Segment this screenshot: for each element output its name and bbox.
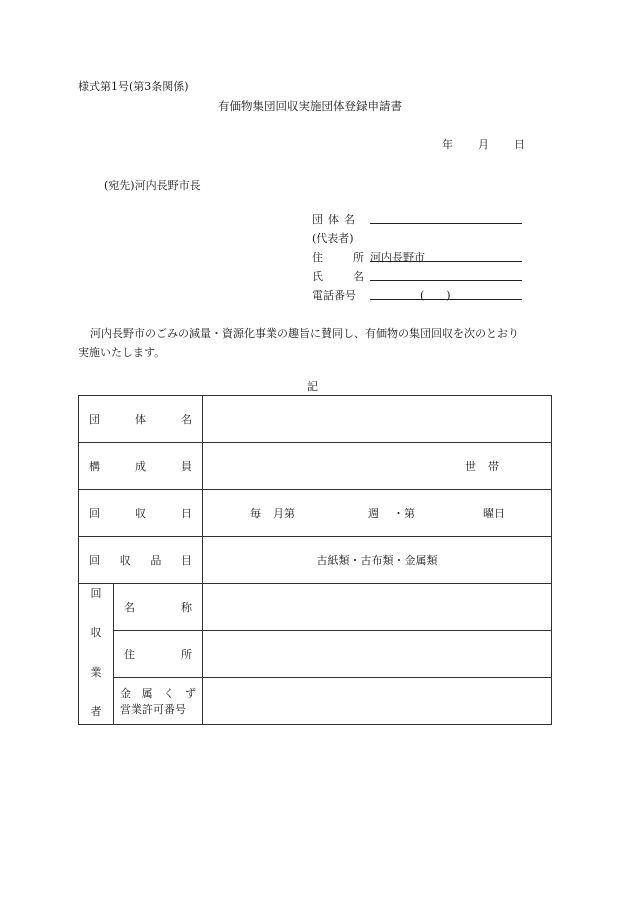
license-label-line-2: 営業許可番号 (120, 703, 186, 716)
name-char-1: 氏 (312, 270, 323, 283)
items-value-cell (203, 537, 552, 584)
group-name-label-cell (79, 396, 203, 443)
group-name-line (370, 223, 522, 224)
label-char: 者 (90, 704, 102, 718)
label-char: 収 (135, 507, 146, 520)
weekday-label: 曜日 (483, 507, 505, 520)
collector-name-label (124, 599, 192, 615)
label-char: く (163, 687, 175, 700)
nth-label: ・第 (393, 507, 415, 520)
label-char: 収 (119, 554, 131, 567)
month-nth-label: 月第 (273, 507, 295, 520)
license-value-cell[interactable] (203, 678, 552, 725)
table-row-items (79, 537, 552, 584)
collector-label (79, 584, 113, 719)
registration-table (78, 395, 552, 725)
label-char: 回 (89, 554, 100, 567)
license-label-line-1 (120, 685, 196, 701)
members-label-cell (79, 443, 203, 490)
label-char: 成 (135, 460, 146, 473)
collector-name-label-cell (114, 584, 203, 631)
phone-parens: ( ) (420, 289, 451, 302)
label-char: 回 (89, 507, 100, 520)
body-text-line-2: 実施いたします。 (78, 346, 166, 359)
collector-label-cell (79, 584, 114, 725)
collector-address-value-cell[interactable] (203, 631, 552, 678)
date-month-label: 月 (478, 138, 489, 151)
collector-address-label-cell (114, 631, 203, 678)
collection-day-label-cell (79, 490, 203, 537)
label-char: 名 (181, 413, 192, 426)
label-char: 金 (120, 687, 131, 700)
table-row-collector-address (79, 631, 552, 678)
items-value: 古紙類・古布類・金属類 (316, 554, 438, 567)
label-char: 構 (89, 460, 100, 473)
representative-label: (代表者) (312, 232, 354, 245)
applicant-name-label (312, 268, 364, 284)
name-line (370, 280, 522, 281)
body-text-line-1: 河内長野市のごみの減量・資源化事業の趣旨に賛同し、有価物の集団回収を次のとおり (90, 327, 519, 340)
group-name-value-cell[interactable] (203, 396, 552, 443)
applicant-phone-label: 電話番号 (312, 289, 356, 302)
table-row-collection-day (79, 490, 552, 537)
addressee: (宛先)河内長野市長 (104, 179, 201, 192)
label-char: 業 (90, 665, 102, 679)
label-char: 体 (135, 413, 146, 426)
label-char: 称 (181, 601, 192, 614)
table-row-collector-name (79, 584, 552, 631)
collection-day-value-cell[interactable] (203, 490, 552, 537)
applicant-group-name-label: 団体名 (312, 213, 360, 226)
label-char: 収 (90, 626, 102, 640)
ki-heading: 記 (307, 380, 318, 393)
address-prefix: 河内長野市 (370, 251, 425, 264)
every-label: 毎 (250, 507, 261, 520)
address-line (370, 261, 522, 262)
license-label-cell (114, 678, 203, 725)
label-char: 所 (181, 648, 192, 661)
label-char: 目 (180, 554, 192, 567)
collector-name-value-cell[interactable] (203, 584, 552, 631)
members-value-cell[interactable] (203, 443, 552, 490)
address-char-2: 所 (353, 251, 364, 264)
label-char: 住 (124, 648, 135, 661)
table-row-license (79, 678, 552, 725)
label-char: 員 (181, 460, 192, 473)
items-label (89, 552, 192, 568)
name-char-2: 名 (353, 270, 364, 283)
applicant-address-label (312, 249, 364, 265)
label-char: 日 (181, 507, 192, 520)
table-row-group-name (79, 396, 552, 443)
date-year-label: 年 (442, 138, 453, 151)
label-char: 名 (124, 601, 135, 614)
label-char: 属 (141, 687, 153, 700)
phone-line (370, 299, 522, 300)
form-number: 様式第1号(第3条関係) (78, 80, 189, 93)
label-char: 回 (90, 587, 102, 600)
members-unit: 世帯 (465, 460, 511, 473)
collector-address-label (124, 646, 192, 662)
date-day-label: 日 (514, 138, 525, 151)
items-label-cell (79, 537, 203, 584)
collection-day-label (89, 505, 192, 521)
members-label (89, 458, 192, 474)
table-row-members (79, 443, 552, 490)
label-char: 団 (89, 413, 100, 426)
label-char: 品 (150, 554, 162, 567)
week-label: 週 (368, 507, 379, 520)
label-char: ず (184, 687, 196, 700)
group-name-label (89, 411, 192, 427)
address-char-1: 住 (312, 251, 323, 264)
document-title: 有価物集団回収実施団体登録申請書 (218, 99, 402, 113)
